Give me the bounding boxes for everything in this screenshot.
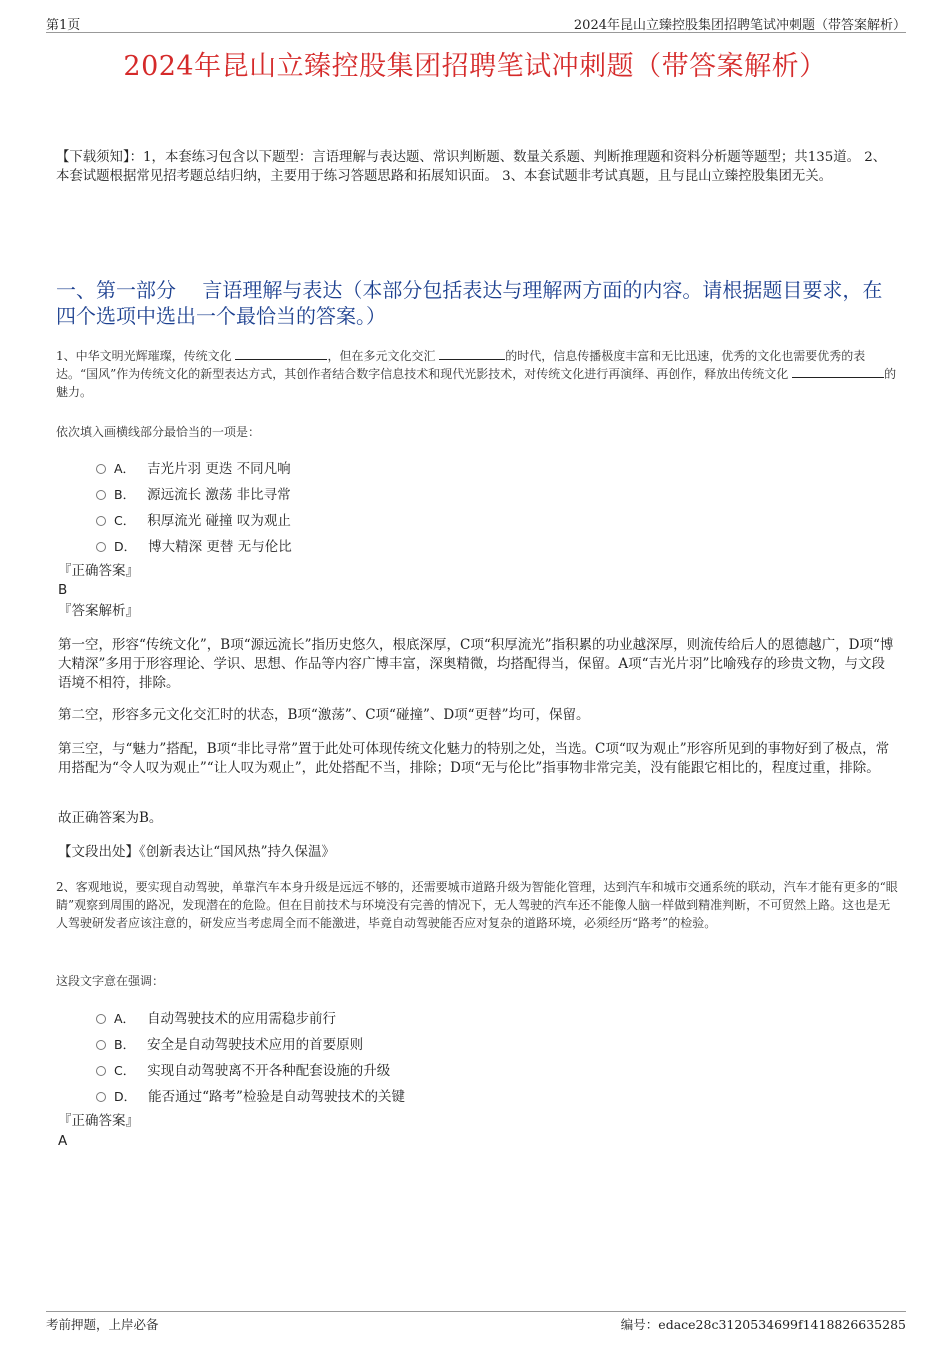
blank-line [235,348,327,360]
q1-analysis-para-1: 第一空，形容“传统文化”，B项“源远流长”指历史悠久，根底深厚，C项“积厚流光”指积累的功业越深厚，则流传给后人的恩德越广，D项“博大精深”多用于形容理论、学识、思想、作品等内容广博丰富，深奥精微，均搭配得当，保留。A项“吉光片羽”比喻残存的珍贵文物，与文段语境不相符，排除。 [58,637,894,691]
radio-icon[interactable] [96,1040,106,1050]
page-footer [46,1311,906,1332]
section-heading: 一、第一部分 言语理解与表达（本部分包括表达与理解两方面的内容。请根据题目要求，在四个选项中选出一个最恰当的答案。） [56,278,883,328]
q1-source: 【文段出处】《创新表达让“国风热”持久保温》 [58,844,336,860]
radio-icon[interactable] [96,516,106,526]
radio-icon[interactable] [96,1092,106,1102]
question-1-stem [56,347,901,401]
radio-icon[interactable] [96,490,106,500]
q1-analysis-label: 『答案解析』 [58,603,139,619]
question-2-stem: 2、客观地说，要实现自动驾驶，单靠汽车本身升级是远远不够的，还需要城市道路升级为智能化管理，达到汽车和城市交通系统的联动，汽车才能有更多的“眼睛”观察到周围的路况，发现潜在的危险。但在目前技术与环境没有完善的情况下，无人驾驶的汽车还不能像人脑一样做到精准判断，不可贸然上路。这也是无人驾驶研发者应该注意的，研发应当考虑周全而不能激进，毕竟自动驾驶能否应对复杂的道路环境，必须经历“路考”的检验。 [56,880,898,930]
footer-slogan: 考前押题，上岸必备 [46,1317,159,1332]
blank-line [439,348,505,360]
q1-stem-part-3: 的时代，信息传播极度丰富和无比迅速，优秀的文化也需要优秀的表达。“国风”作为传统文化的新型表达方式，其创作者结合数字信息技术和现代光影技术，对传统文化进行再演绎、再创作，释放出传统文化 [56,349,866,381]
document-title: 2024年昆山立臻控股集团招聘笔试冲刺题（带答案解析） [123,51,827,82]
blank-line [792,366,884,378]
q1-analysis-conclusion: 故正确答案为B。 [58,810,163,826]
q1-option-b[interactable]: B． 源远流长 激荡 非比寻常 [96,483,291,503]
download-notice: 【下载须知】：1，本套练习包含以下题型：言语理解与表达题、常识判断题、数量关系题、判断推理题和资料分析题等题型；共135道。 2、本套试题根据常见招考题总结归纳，主要用于练习答题思路和拓展知识面。 3、本套试题非考试真题，且与昆山立臻控股集团无关。 [56,150,887,184]
q1-analysis-para-2: 第二空，形容多元文化交汇时的状态，B项“激荡”、C项“碰撞”、D项“更替”均可，保留。 [58,707,590,723]
q1-answer-label: 『正确答案』 [58,563,139,579]
q1-stem-part-4: 的魅力。 [56,367,897,399]
q1-stem-part-2: ，但在多元文化交汇 [327,349,440,363]
footer-code: 编号：edace28c3120534699f1418826635285 [620,1317,906,1332]
q2-instruction: 这段文字意在强调： [56,974,165,988]
q1-option-a[interactable]: A． 吉光片羽 更迭 不同凡响 [96,457,291,477]
q2-option-d[interactable]: D． 能否通过“路考”检验是自动驾驶技术的关键 [96,1085,405,1105]
q1-answer: B [58,582,68,598]
q2-answer: A [58,1133,68,1149]
page-number: 第1页 [46,18,81,33]
q2-option-a[interactable]: A． 自动驾驶技术的应用需稳步前行 [96,1007,336,1027]
page-header [46,14,906,33]
radio-icon[interactable] [96,1066,106,1076]
q1-analysis-para-3: 第三空，与“魅力”搭配，B项“非比寻常”置于此处可体现传统文化魅力的特别之处，当选。C项“叹为观止”形容所见到的事物好到了极点，常用搭配为“令人叹为观止”“让人叹为观止”，此处搭配不当，排除；D项“无与伦比”指事物非常完美，没有能跟它相比的，程度过重，排除。 [58,741,890,776]
radio-icon[interactable] [96,542,106,552]
radio-icon[interactable] [96,1014,106,1024]
q1-option-c[interactable]: C． 积厚流光 碰撞 叹为观止 [96,509,291,529]
q1-option-d[interactable]: D． 博大精深 更替 无与伦比 [96,535,292,555]
header-doc-title: 2024年昆山立臻控股集团招聘笔试冲刺题（带答案解析） [573,18,906,33]
q1-instruction: 依次填入画横线部分最恰当的一项是： [56,425,261,439]
q1-stem-part-1: 1、中华文明光辉璀璨，传统文化 [56,349,236,363]
q2-answer-label: 『正确答案』 [58,1113,139,1129]
q2-option-b[interactable]: B． 安全是自动驾驶技术应用的首要原则 [96,1033,363,1053]
radio-icon[interactable] [96,464,106,474]
q2-option-c[interactable]: C． 实现自动驾驶离不开各种配套设施的升级 [96,1059,390,1079]
